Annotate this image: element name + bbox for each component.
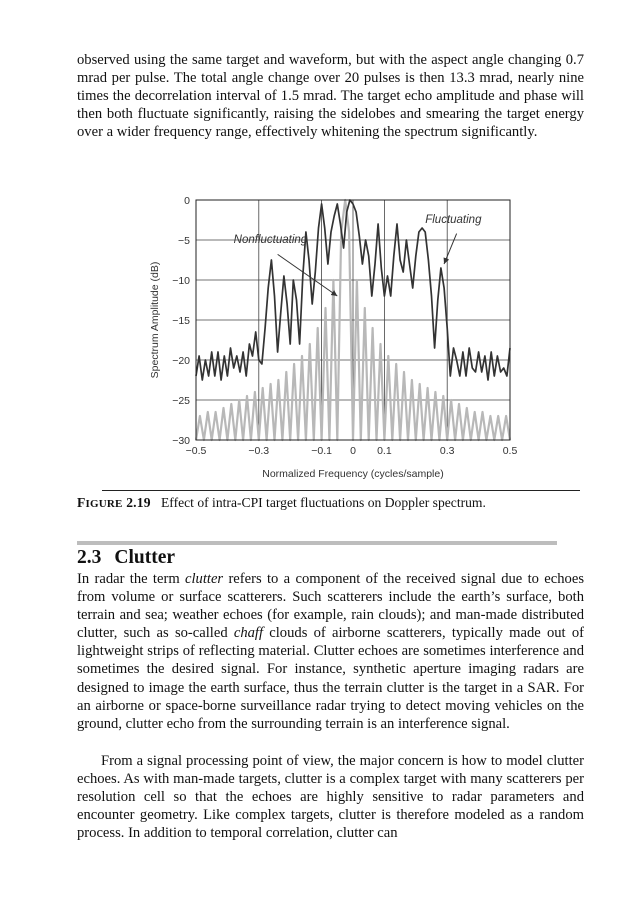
y-tick-label: −30 bbox=[172, 435, 190, 447]
section-number: 2.3 bbox=[77, 547, 102, 568]
caption-rule bbox=[102, 490, 580, 491]
annotation-fluctuating: Fluctuating bbox=[425, 214, 482, 227]
x-tick-label: −0.5 bbox=[185, 445, 207, 457]
y-tick-label: −25 bbox=[172, 395, 190, 407]
doppler-spectrum-chart bbox=[140, 188, 540, 488]
caption-text: Effect of intra-CPI target fluctuations on Doppler spectrum. bbox=[160, 495, 486, 510]
y-tick-label: 0 bbox=[184, 195, 190, 207]
figure-caption bbox=[77, 494, 584, 513]
body-paragraph: observed using the same target and waveform, but with the aspect angle changing 0.7 mrad per pulse. The total angle change over 20 pulses is then 13.3 mrad, nearly nine times the decorrelation interval of 1.5 mrad. The target echo amplitude and phase will then both fluctuate significantly, raising the sidelobes and smearing the target energy over a wider frequency range, effectively whitening the spectrum significantly. bbox=[77, 52, 584, 141]
x-tick-label: 0.5 bbox=[502, 445, 518, 457]
body-paragraph: From a signal processing point of view, the major concern is how to model clutter echoes. As with man-made targets, clutter is a complex target with many scatterers per resolution cell so that the echoes are highly sensitive to radar parameters and encounter geometry. Like complex targets, clutter is therefore modeled as a random process. In addition to temporal correlation, clutter can bbox=[77, 753, 584, 842]
annotation-arrow-fluctuating bbox=[444, 234, 457, 264]
paragraph-text: refers to a component of the received signal due to echoes from volume or surface scatterers. Such scatterers include the earth’s surface, both terrain and sea; weather echoes (for example, rain clouds); and man-made distributed clutter, such as so-called bbox=[77, 571, 584, 642]
caption-label-smallcaps: IGURE bbox=[85, 498, 123, 510]
section-title: Clutter bbox=[114, 547, 176, 568]
caption-label-prefix: F bbox=[77, 495, 86, 510]
term-clutter: clutter bbox=[185, 571, 224, 587]
x-axis-label: Normalized Frequency (cycles/sample) bbox=[262, 468, 444, 480]
x-tick-label: −0.3 bbox=[248, 445, 270, 457]
y-tick-label: −15 bbox=[172, 315, 190, 327]
x-tick-label: 0.3 bbox=[439, 445, 455, 457]
y-tick-label: −20 bbox=[172, 355, 190, 367]
figure-chart bbox=[140, 188, 540, 488]
x-tick-label: 0 bbox=[350, 445, 356, 457]
caption-number: 2.19 bbox=[126, 495, 151, 510]
y-axis-label: Spectrum Amplitude (dB) bbox=[149, 261, 161, 379]
y-tick-label: −10 bbox=[172, 275, 190, 287]
x-tick-label: 0.1 bbox=[377, 445, 392, 457]
section-heading bbox=[77, 547, 175, 569]
x-tick-label: −0.1 bbox=[311, 445, 332, 457]
term-chaff: chaff bbox=[233, 625, 264, 642]
annotation-nonfluctuating: Nonfluctuating bbox=[233, 234, 308, 247]
section-rule bbox=[77, 541, 557, 545]
y-tick-label: −5 bbox=[178, 235, 190, 247]
paragraph-text: In radar the term bbox=[77, 571, 186, 587]
paragraph-text: clouds of airborne scatterers, typically made out of lightweight strips of reflecting material. Clutter echoes are sometimes interference and sometimes the desired signal. For instance, synthetic aperture imaging radars are designed to image the earth surface, thus the terrain clutter is the target in a SAR. For an airborne or space-borne surveillance radar trying to detect moving vehicles on the ground, clutter echo from the surrounding terrain is an interference signal. bbox=[77, 625, 584, 732]
body-paragraph bbox=[77, 570, 584, 733]
